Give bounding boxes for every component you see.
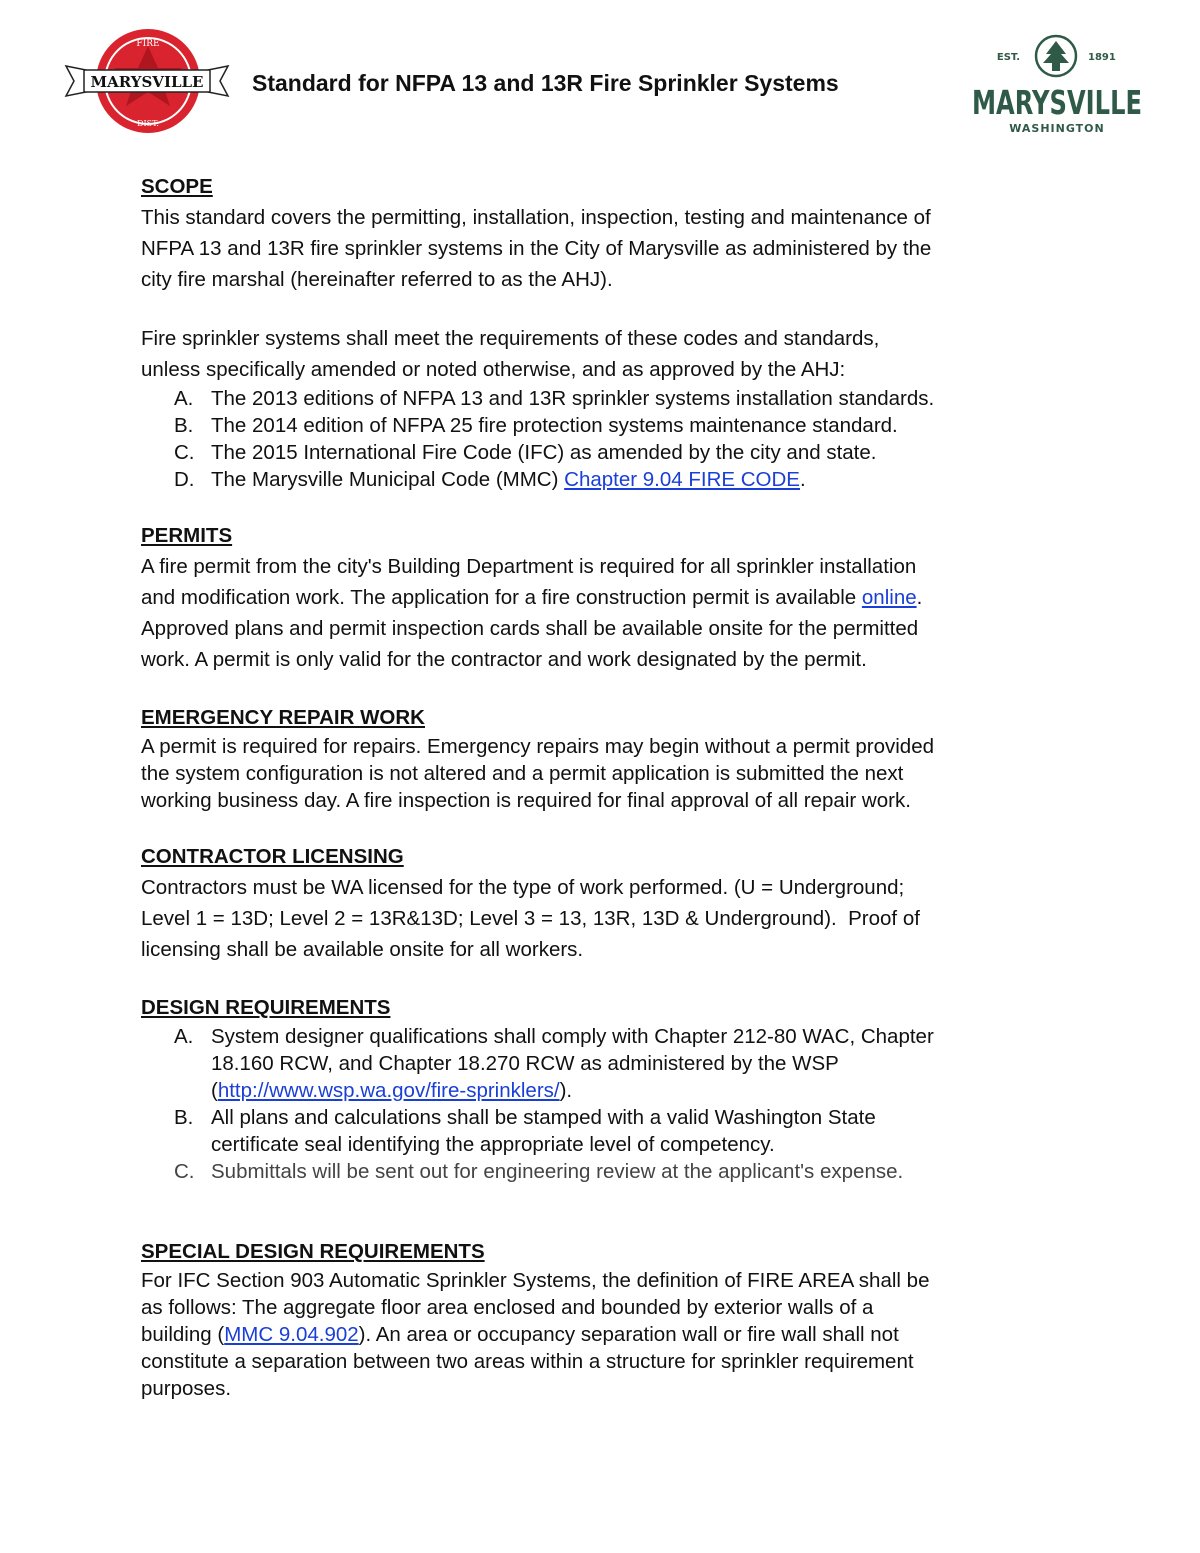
scope-heading: SCOPE <box>141 175 213 198</box>
contractor-licensing-heading: CONTRACTOR LICENSING <box>141 845 404 868</box>
online-permit-application-link[interactable]: online <box>861 586 917 609</box>
list-marker: B. <box>174 1106 194 1129</box>
permits-line: Approved plans and permit inspection cards shall be available onsite for the permitted <box>141 617 919 640</box>
list-item <box>141 1023 1061 1104</box>
permits-line: work. A permit is only valid for the contractor and work designated by the permit. <box>141 648 867 671</box>
special-design-line: as follows: The aggregate floor area enclosed and bounded by exterior walls of a <box>141 1296 874 1319</box>
contractor-licensing-section <box>141 842 1061 965</box>
fire-logo-bottom-text: DIST. <box>137 119 159 128</box>
list-item-punctuation: . <box>799 468 806 491</box>
scope-paragraph-line: NFPA 13 and 13R fire sprinkler systems in the City of Marysville as administered by the <box>141 237 932 260</box>
fire-logo-banner-text: MARYSVILLE <box>90 73 204 91</box>
scope-section <box>141 172 1061 493</box>
list-item-text: All plans and calculations shall be stamped with a valid Washington State <box>211 1106 876 1129</box>
special-design-line: For IFC Section 903 Automatic Sprinkler Systems, the definition of FIRE AREA shall be <box>141 1269 930 1292</box>
design-requirements-heading: DESIGN REQUIREMENTS <box>141 996 391 1019</box>
city-of-marysville-logo <box>968 34 1146 136</box>
list-item-text: The Marysville Municipal Code (MMC) <box>211 468 565 491</box>
contractor-licensing-line: licensing shall be available onsite for all workers. <box>141 938 584 961</box>
emergency-repair-section <box>141 703 1061 814</box>
special-design-text: ). An area or occupancy separation wall or fire wall shall not <box>358 1323 899 1346</box>
scope-paragraph-line: This standard covers the permitting, installation, inspection, testing and maintenance of <box>141 206 931 229</box>
list-item <box>141 385 1061 412</box>
contractor-licensing-line: Contractors must be WA licensed for the type of work performed. (U = Underground; <box>141 876 905 899</box>
spacer <box>141 1213 1061 1237</box>
list-marker: A. <box>174 387 194 410</box>
wsp-fire-sprinklers-link[interactable]: http://www.wsp.wa.gov/fire-sprinklers/ <box>217 1079 560 1102</box>
list-item <box>141 1158 1061 1185</box>
permits-line-punctuation: . <box>916 586 923 609</box>
contractor-licensing-line: Level 1 = 13D; Level 2 = 13R&13D; Level 3 = 13, 13R, 13D & Underground). Proof of <box>141 907 920 930</box>
design-requirements-section <box>141 993 1061 1185</box>
emergency-repair-line: A permit is required for repairs. Emergency repairs may begin without a permit provided <box>141 735 935 758</box>
banner-left-tail <box>66 66 86 96</box>
list-item-text: The 2014 edition of NFPA 25 fire protection systems maintenance standard. <box>211 414 898 437</box>
spacer <box>141 493 1061 521</box>
city-logo-name: MARYSVILLE <box>972 83 1142 122</box>
scope-requirements-line: unless specifically amended or noted otherwise, and as approved by the AHJ: <box>141 358 846 381</box>
permits-line <box>141 582 1061 613</box>
code-standards-list <box>141 385 1061 493</box>
list-item-text: The 2015 International Fire Code (IFC) as amended by the city and state. <box>211 441 877 464</box>
spacer <box>141 814 1061 842</box>
permits-section <box>141 521 1061 675</box>
document-title: Standard for NFPA 13 and 13R Fire Sprinkler Systems <box>252 70 839 96</box>
mmc-fire-area-link[interactable]: MMC 9.04.902 <box>224 1323 359 1346</box>
special-design-line: purposes. <box>141 1377 232 1400</box>
list-marker: C. <box>174 1160 195 1183</box>
special-design-section <box>141 1237 1061 1402</box>
list-item-text: System designer qualifications shall comply with Chapter 212-80 WAC, Chapter <box>211 1025 934 1048</box>
special-design-line: constitute a separation between two areas within a structure for sprinkler requirement <box>141 1350 914 1373</box>
city-logo-state: WASHINGTON <box>1009 122 1105 135</box>
city-logo-est-text: EST. <box>996 52 1020 63</box>
list-item-punctuation: ). <box>559 1079 573 1102</box>
scope-paragraph-line: city fire marshal (hereinafter referred to as the AHJ). <box>141 268 613 291</box>
list-item <box>141 466 1061 493</box>
list-item-text: Submittals will be sent out for engineering review at the applicant's expense. <box>211 1160 904 1183</box>
city-logo-year-text: 1891 <box>1088 52 1116 63</box>
list-item-text: The 2013 editions of NFPA 13 and 13R sprinkler systems installation standards. <box>211 387 935 410</box>
fire-logo-top-text: FIRE <box>136 39 160 49</box>
evergreen-tree-icon <box>1043 41 1069 71</box>
spacer <box>141 965 1061 993</box>
list-item-text <box>211 1077 1061 1104</box>
list-item <box>141 1104 1061 1158</box>
fire-code-chapter-link[interactable]: Chapter 9.04 FIRE CODE <box>564 468 800 491</box>
list-item <box>141 439 1061 466</box>
spacer <box>141 295 1061 323</box>
fire-district-logo <box>62 26 232 136</box>
list-item <box>141 412 1061 439</box>
spacer <box>141 675 1061 703</box>
list-item-punctuation: ( <box>211 1079 218 1102</box>
list-marker: A. <box>174 1025 194 1048</box>
list-item-text: 18.160 RCW, and Chapter 18.270 RCW as administered by the WSP <box>211 1052 839 1075</box>
scope-requirements-line: Fire sprinkler systems shall meet the requirements of these codes and standards, <box>141 327 880 350</box>
special-design-line <box>141 1321 1061 1348</box>
page-header <box>0 0 1200 150</box>
list-marker: D. <box>174 468 195 491</box>
list-item-text: certificate seal identifying the appropriate level of competency. <box>211 1133 775 1156</box>
special-design-heading: SPECIAL DESIGN REQUIREMENTS <box>141 1240 485 1263</box>
permits-line: A fire permit from the city's Building Department is required for all sprinkler installation <box>141 555 917 578</box>
emergency-repair-line: the system configuration is not altered and a permit application is submitted the next <box>141 762 904 785</box>
list-marker: B. <box>174 414 194 437</box>
list-marker: C. <box>174 441 195 464</box>
document-body <box>141 172 1061 1402</box>
emergency-repair-heading: EMERGENCY REPAIR WORK <box>141 706 425 729</box>
permits-heading: PERMITS <box>141 524 233 547</box>
emergency-repair-line: working business day. A fire inspection is required for final approval of all repair work. <box>141 789 911 812</box>
banner-right-tail <box>208 66 228 96</box>
spacer <box>141 1185 1061 1213</box>
design-requirements-list <box>141 1023 1061 1185</box>
permits-line-text: and modification work. The application for a fire construction permit is available <box>141 586 862 609</box>
special-design-text: building ( <box>141 1323 225 1346</box>
